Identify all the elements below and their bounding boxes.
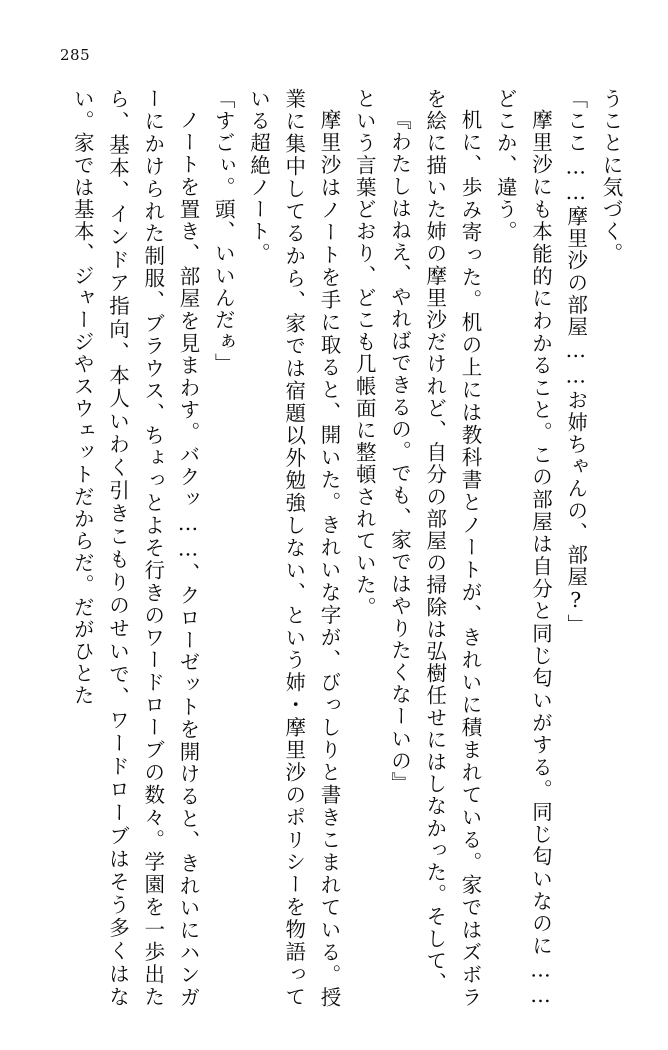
body-text <box>44 88 628 1008</box>
paragraph: 『わたしはねえ、やればできるの。でも、家ではやりたくなーいの』 <box>387 108 412 794</box>
paragraph: 摩里沙はノートを手に取ると、開いた。きれいな字が、びっしりと書きこまれている。授業に集中してるから、家では宿題以外勉強しない、という姉・摩里沙のポリシーを物語っている超絶ノート。 <box>246 88 341 1008</box>
paragraph: 机に、歩み寄った。机の上には教科書とノートが、きれいに積まれている。家ではズボラを絵に描いた姉の摩里沙だけれど、自分の部屋の掃除は弘樹任せにはしなかった。そして、 <box>422 88 482 1008</box>
page-number: 285 <box>60 46 91 64</box>
paragraph: ノートを置き、部屋を見まわす。バクッ……、クローゼットを開けると、きれいにハンガーにかけられた制服、ブラウス、ちょっとよそ行きのワードローブの数々。学園を一歩出たら、基本、インドア指向、本人いわく引きこもりのせいで、ワードローブはそう多くはない。家では基本、ジャージやスウェットだからだ。だがひとた <box>70 88 200 1008</box>
paragraph: 摩里沙にも本能的にわかること。この部屋は自分と同じ匂いがする。同じ匂いなのに……どこか、違う。 <box>493 88 553 1008</box>
paragraph: うことに気づく。 <box>599 88 623 265</box>
paragraph: 「すごぃ。頭、いいんだぁ」 <box>211 88 236 376</box>
paragraph: という言葉どおり、どこも几帳面に整頓されていた。 <box>352 88 377 619</box>
paragraph: 「ここ……摩里沙の部屋……お姉ちゃんの、部屋?」 <box>563 88 588 636</box>
